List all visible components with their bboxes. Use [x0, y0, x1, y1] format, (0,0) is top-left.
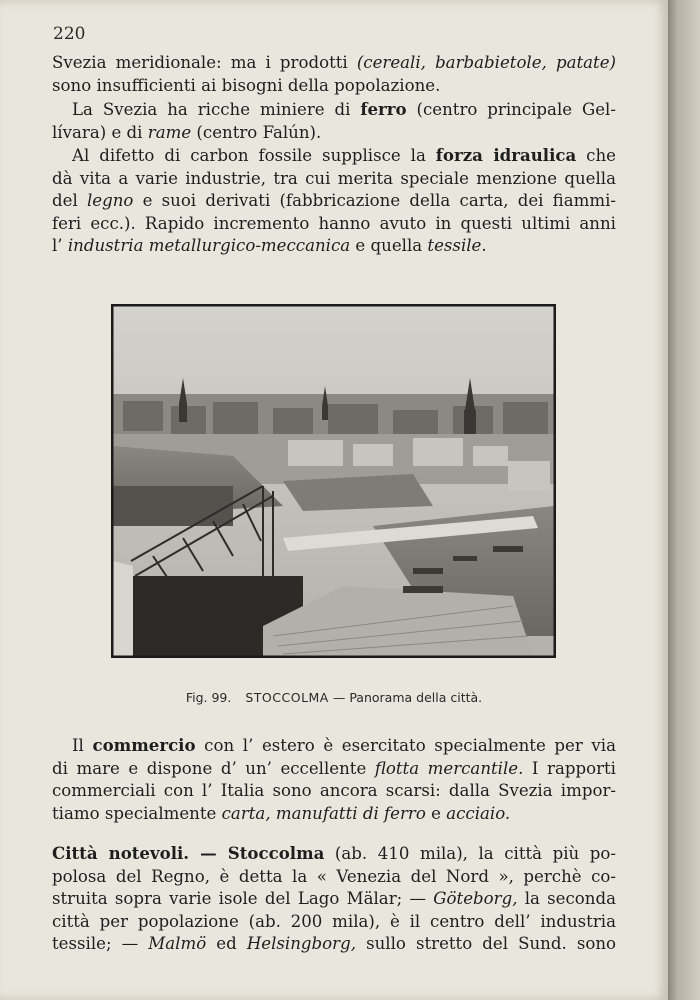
figure-description: — Panorama della città. — [332, 690, 483, 705]
text-line: sono insufficienti ai bisogni della popolazione. — [52, 75, 441, 95]
text-line — [52, 758, 616, 781]
paragraph-commerce — [52, 734, 616, 825]
text-run: (centro principale Gel- — [406, 100, 616, 119]
text-run: (ab. 410 mila), la città più po- — [324, 844, 616, 863]
text-line: feri ecc.). Rapido incremento hanno avuto in questi ultimi anni — [52, 213, 616, 233]
text-run: e quella — [350, 236, 428, 255]
text-line — [52, 933, 616, 956]
paragraph-mines — [52, 98, 616, 144]
italic-text: tessile. — [427, 236, 487, 255]
text-run: con l’ estero è esercitato specialmente per via — [195, 736, 616, 755]
italic-text: industria metallurgico-meccanica — [67, 236, 351, 255]
street — [113, 561, 133, 656]
text-run: sullo stretto del Sund. sono — [356, 934, 616, 953]
text-run: Svezia meridionale: ma i prodotti — [52, 53, 357, 72]
text-line: città per popolazione (ab. 200 mila), è il centro dell’ industria — [52, 911, 616, 931]
panorama-illustration — [113, 306, 554, 656]
text-line: polosa del Regno, è detta la « Venezia del Nord », perchè co- — [52, 866, 616, 886]
text-run: la seconda — [517, 889, 616, 908]
text-run: Il — [72, 736, 93, 755]
text-run: e — [425, 803, 447, 823]
text-run: tessile; — — [52, 934, 149, 953]
italic-text: flotta mercantile. — [374, 758, 524, 778]
text-line — [52, 734, 616, 758]
figure-number: Fig. 99. — [185, 690, 232, 705]
italic-text: legno — [86, 191, 134, 210]
text-line — [52, 842, 616, 866]
text-run: Al difetto di carbon fossile supplisce la — [72, 146, 436, 165]
text-line — [52, 235, 616, 258]
text-run: struita sopra varie isole del Lago Mälar; — — [52, 889, 434, 908]
text-run: tiamo specialmente — [52, 803, 222, 823]
text-line — [52, 144, 616, 168]
text-run: lívara) e di — [52, 122, 148, 142]
text-line — [52, 888, 616, 911]
text-run: I rapporti — [523, 758, 616, 778]
text-line: dà vita a varie industrie, tra cui merita speciale menzione quella — [52, 168, 616, 188]
bold-text: forza idraulica — [435, 145, 577, 165]
text-run: ed — [206, 934, 247, 953]
text-run: di mare e dispone d’ un’ eccellente — [52, 758, 375, 778]
text-run: e suoi derivati (fabbricazione della carta, dei fiammi- — [133, 191, 616, 210]
text-line — [52, 190, 616, 213]
foreground-left-buildings — [113, 486, 233, 526]
text-run: La Svezia ha ricche miniere di — [72, 100, 361, 119]
text-run: del — [52, 191, 87, 210]
text-line — [52, 803, 616, 826]
italic-text: acciaio. — [446, 803, 511, 823]
text-run: che — [576, 146, 616, 165]
italic-text: carta, manufatti di ferro — [221, 803, 426, 823]
italic-text: Göteborg, — [433, 889, 518, 908]
page-number: 220 — [53, 24, 86, 44]
text-line — [52, 52, 616, 75]
bold-text: Città notevoli. — Stoccolma — [52, 843, 325, 863]
italic-text: Malmö — [148, 934, 207, 953]
paragraph-industry — [52, 144, 616, 258]
bold-text: ferro — [360, 99, 407, 119]
italic-text: rame — [147, 122, 192, 142]
text-line — [52, 122, 616, 145]
figure-caption — [0, 690, 668, 705]
paragraph-notable-cities — [52, 842, 616, 956]
italic-text: (cereali, barbabietole, patate) — [356, 53, 616, 72]
text-run: l’ — [52, 236, 68, 255]
text-line: commerciali con l’ Italia sono ancora scarsi: dalla Svezia impor- — [52, 781, 616, 800]
paragraph-agriculture — [52, 52, 616, 97]
italic-text: Helsingborg, — [246, 934, 356, 953]
text-run: (centro Falún). — [191, 122, 322, 142]
book-binding-edge — [668, 0, 700, 1000]
bold-text: commercio — [92, 735, 196, 755]
stockholm-panorama-photo — [111, 304, 556, 658]
figure-city: STOCCOLMA — [245, 690, 329, 705]
text-line — [52, 98, 616, 122]
